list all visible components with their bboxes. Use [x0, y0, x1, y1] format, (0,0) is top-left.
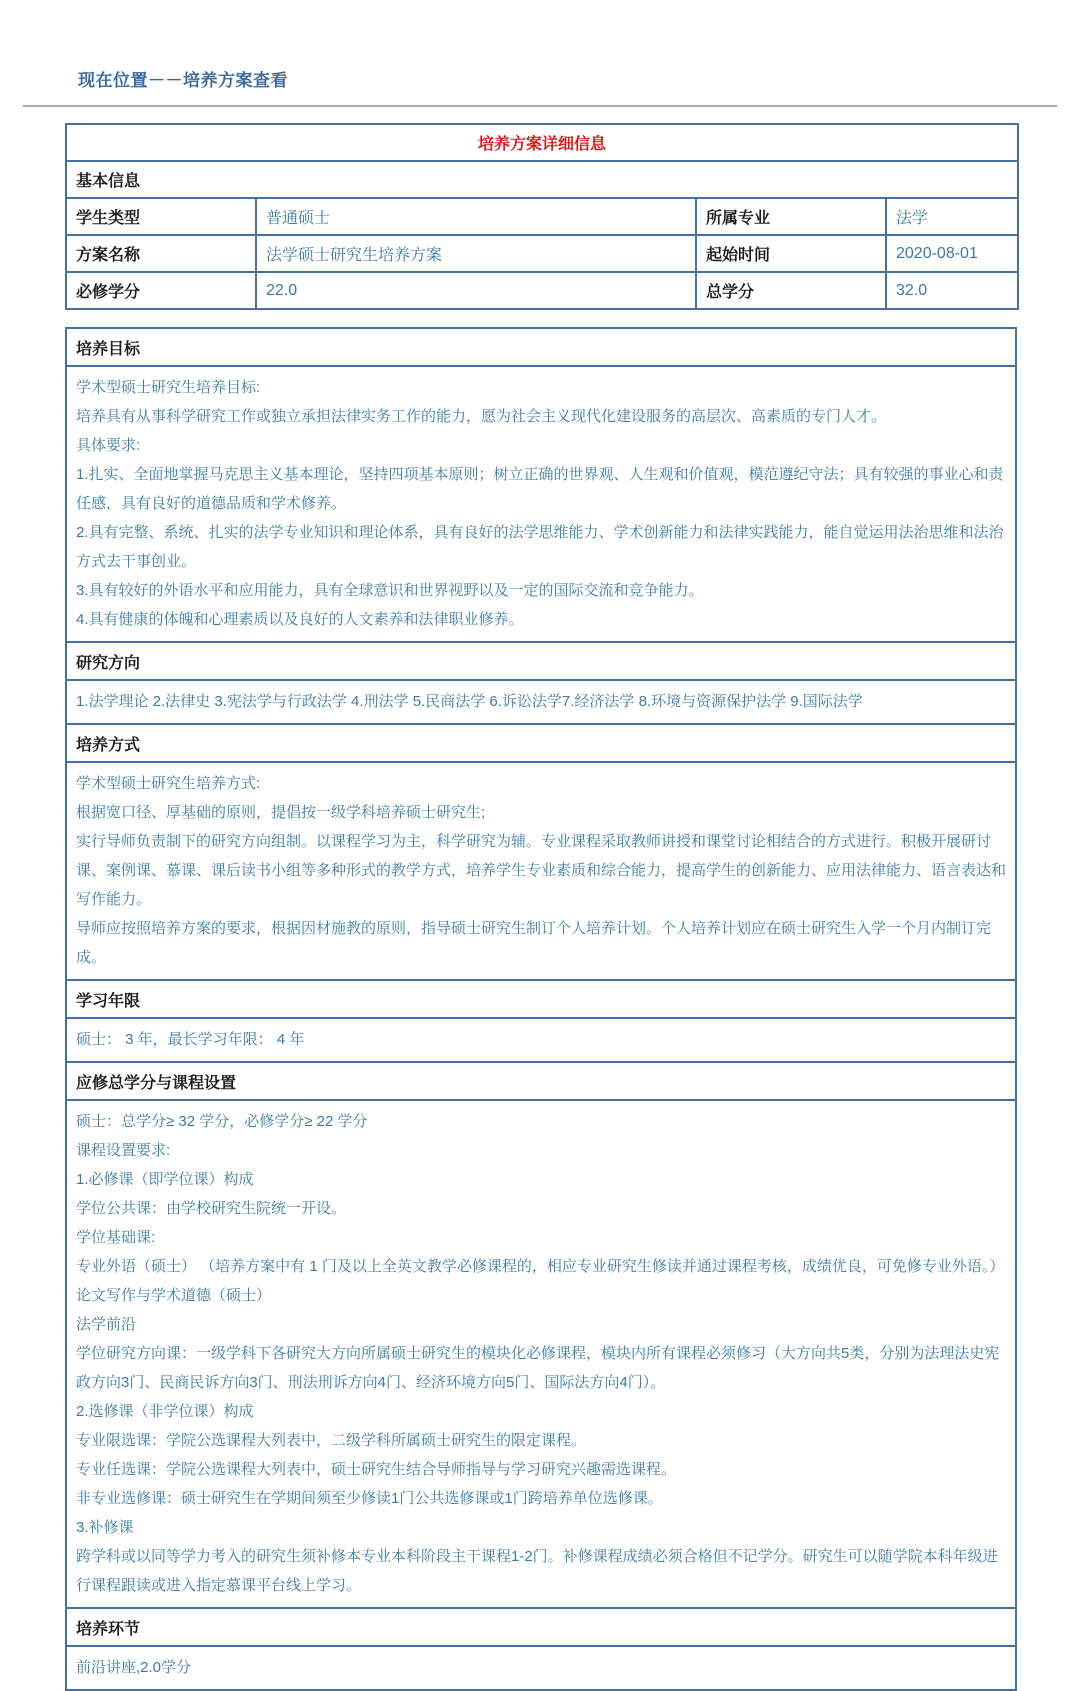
content-line: 3.补修课	[76, 1519, 134, 1536]
section-content	[67, 681, 1015, 723]
basic-info-header-row	[66, 161, 1018, 198]
content-line: 专业限选课：学院公选课程大列表中，二级学科所属硕士研究生的限定课程。	[76, 1432, 587, 1449]
content-line: 专业任选课：学院公选课程大列表中，硕士研究生结合导师指导与学习研究兴趣需选课程。	[76, 1461, 677, 1478]
content-line: 跨学科或以同等学力考入的研究生须补修本专业本科阶段主干课程1-2门。补修课程成绩必须合格但不记学分。研究生可以随学院本科年级进行课程跟读或进入指定慕课平台线上学习。	[76, 1548, 998, 1594]
section-content	[67, 1101, 1015, 1607]
content-line: 导师应按照培养方案的要求，根据因材施教的原则，指导硕士研究生制订个人培养计划。个人培养计划应在硕士研究生入学一个月内制订完成。	[76, 920, 992, 966]
section-content	[67, 1019, 1015, 1061]
content-line: 法学前沿	[76, 1316, 137, 1333]
content-line: 学术型硕士研究生培养目标:	[76, 379, 261, 396]
field-label: 方案名称	[66, 235, 256, 272]
content-line: 学位公共课：由学校研究生院统一开设。	[76, 1200, 347, 1217]
breadcrumb: 现在位置－－培养方案查看	[78, 71, 288, 90]
basic-info-row	[66, 235, 1018, 272]
plan-title-row	[66, 124, 1018, 161]
section-title: 培养方式	[67, 723, 1015, 763]
section-content	[67, 367, 1015, 641]
sections-container	[65, 327, 1017, 1691]
content-line: 1.法学理论 2.法律史 3.宪法学与行政法学 4.刑法学 5.民商法学 6.诉讼法学7.经济法学 8.环境与资源保护法学 9.国际法学	[76, 693, 863, 710]
field-label: 起始时间	[696, 235, 886, 272]
section-title: 研究方向	[67, 641, 1015, 681]
field-value: 普通硕士	[256, 198, 696, 235]
basic-info-rows	[66, 198, 1018, 309]
section-title: 培养目标	[67, 329, 1015, 367]
content-line: 4.具有健康的体魄和心理素质以及良好的人文素养和法律职业修养。	[76, 611, 524, 628]
content-line: 3.具有较好的外语水平和应用能力，具有全球意识和世界视野以及一定的国际交流和竞争能力。	[76, 582, 704, 599]
content-line: 1.扎实、全面地掌握马克思主义基本理论，坚持四项基本原则；树立正确的世界观、人生观和价值观，模范遵纪守法；具有较强的事业心和责任感，具有良好的道德品质和学术修养。	[76, 466, 1004, 512]
plan-title: 培养方案详细信息	[66, 124, 1018, 161]
content-line: 根据宽口径、厚基础的原则，提倡按一级学科培养硕士研究生;	[76, 804, 486, 821]
field-label: 总学分	[696, 272, 886, 309]
content-line: 实行导师负责制下的研究方向组制。以课程学习为主，科学研究为辅。专业课程采取教师讲授和课堂讨论相结合的方式进行。积极开展研讨课、案例课、慕课、课后读书小组等多种形式的教学方式，培养学生专业素质和综合能力，提高学生的创新能力、应用法律能力、语言表达和写作能力。	[76, 833, 1007, 908]
section-title: 学习年限	[67, 979, 1015, 1019]
section-content	[67, 763, 1015, 979]
section-title: 应修总学分与课程设置	[67, 1061, 1015, 1101]
field-value: 法学	[886, 198, 1018, 235]
content-line: 学术型硕士研究生培养方式:	[76, 775, 261, 792]
basic-info-row	[66, 272, 1018, 309]
content-line: 前沿讲座,2.0学分	[76, 1659, 192, 1676]
field-label: 所属专业	[696, 198, 886, 235]
field-value: 32.0	[886, 272, 1018, 309]
content-line: 学位研究方向课：一级学科下各研究大方向所属硕士研究生的模块化必修课程，模块内所有课程必须修习（大方向共5类，分别为法理法史宪政方向3门、民商民诉方向3门、刑法刑诉方向4门、经济环境方向5门、国际法方向4门）。	[76, 1345, 1000, 1391]
field-value: 2020-08-01	[886, 235, 1018, 272]
content-line: 专业外语（硕士） （培养方案中有 1 门及以上全英文教学必修课程的，相应专业研究生修读并通过课程考核，成绩优良，可免修专业外语。）	[76, 1258, 1005, 1275]
field-value: 22.0	[256, 272, 696, 309]
basic-info-row	[66, 198, 1018, 235]
field-value: 法学硕士研究生培养方案	[256, 235, 696, 272]
field-label: 学生类型	[66, 198, 256, 235]
content-line: 2.具有完整、系统、扎实的法学专业知识和理论体系，具有良好的法学思维能力、学术创新能力和法律实践能力，能自觉运用法治思维和法治方式去干事创业。	[76, 524, 1004, 570]
content-line: 非专业选修课：硕士研究生在学期间须至少修读1门公共选修课或1门跨培养单位选修课。	[76, 1490, 663, 1507]
section-title: 培养环节	[67, 1607, 1015, 1647]
basic-info-table	[65, 123, 1019, 310]
content-line: 培养具有从事科学研究工作或独立承担法律实务工作的能力，愿为社会主义现代化建设服务的高层次、高素质的专门人才。	[76, 408, 887, 425]
content-line: 具体要求:	[76, 437, 141, 454]
content-line: 论文写作与学术道德（硕士）	[76, 1287, 272, 1304]
divider	[23, 105, 1057, 107]
field-label: 必修学分	[66, 272, 256, 309]
content-line: 1.必修课（即学位课）构成	[76, 1171, 254, 1188]
content-line: 硕士： 3 年，最长学习年限： 4 年	[76, 1031, 305, 1048]
content-line: 学位基础课:	[76, 1229, 156, 1246]
section-content	[67, 1647, 1015, 1689]
content-line: 硕士：总学分≥ 32 学分，必修学分≥ 22 学分	[76, 1113, 368, 1130]
plan-detail-panel	[65, 123, 1017, 1691]
content-line: 2.选修课（非学位课）构成	[76, 1403, 254, 1420]
basic-info-section-title: 基本信息	[66, 161, 1018, 198]
content-line: 课程设置要求:	[76, 1142, 171, 1159]
